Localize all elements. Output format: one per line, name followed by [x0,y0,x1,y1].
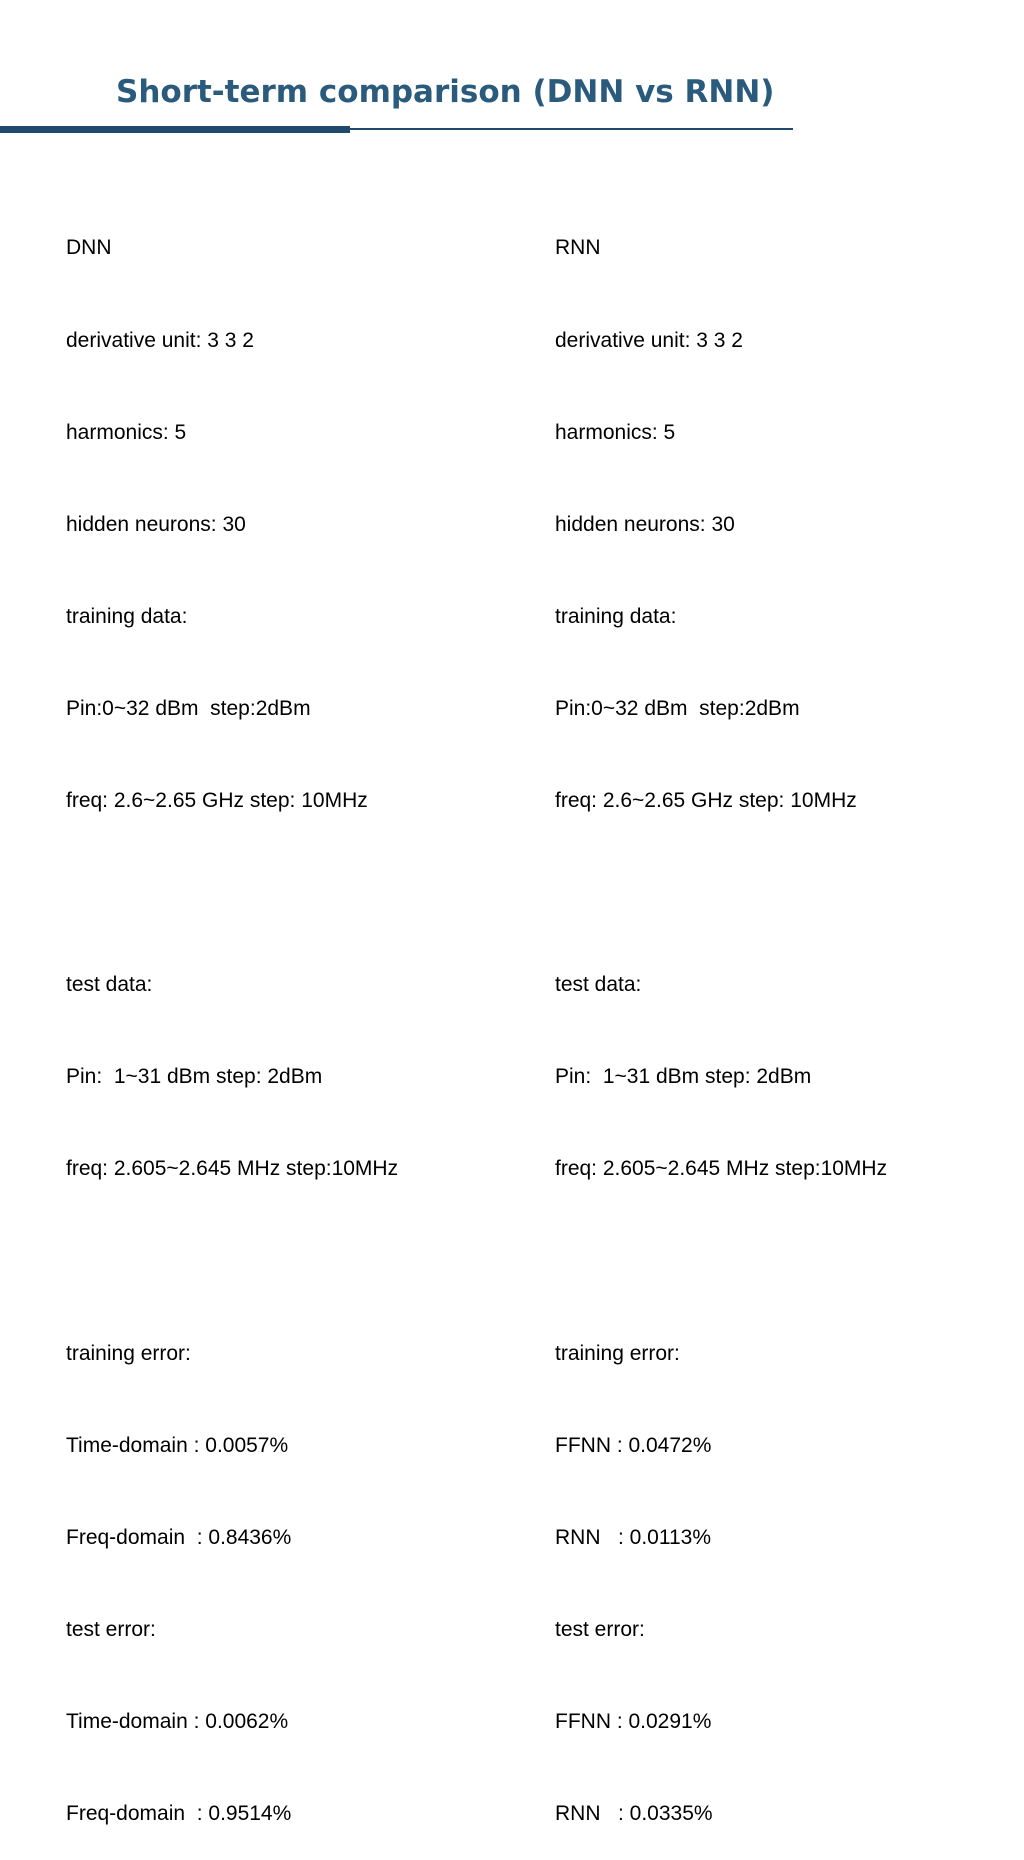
rnn-line: hidden neurons: 30 [555,512,735,536]
rnn-line: derivative unit: 3 3 2 [555,328,743,352]
dnn-line: derivative unit: 3 3 2 [66,328,254,352]
rnn-line: test error: [555,1617,645,1641]
dnn-line: hidden neurons: 30 [66,512,246,536]
rnn-line: freq: 2.605~2.645 MHz step:10MHz [555,1157,888,1181]
dnn-line: DNN [66,236,112,260]
dnn-line: Time-domain : 0.0062% [66,1709,289,1733]
dnn-line: Time-domain : 0.0057% [66,1433,289,1457]
dnn-column [66,172,398,1860]
dnn-line: Freq-domain : 0.9514% [66,1802,292,1825]
title-underline-thin [350,128,793,130]
dnn-line: training data: [66,604,188,628]
rnn-line: Pin:0~32 dBm step:2dBm [555,696,800,720]
rnn-line: Pin: 1~31 dBm step: 2dBm [555,1065,812,1089]
dnn-line: Pin:0~32 dBm step:2dBm [66,696,311,720]
rnn-line: freq: 2.6~2.65 GHz step: 10MHz [555,788,857,812]
rnn-line: training error: [555,1341,680,1365]
slide-title: Short-term comparison (DNN vs RNN) [116,74,775,110]
rnn-line: harmonics: 5 [555,420,676,444]
dnn-line: training error: [66,1341,191,1365]
rnn-line [555,878,887,909]
rnn-line: test data: [555,973,642,997]
dnn-line [66,878,398,909]
dnn-line: test data: [66,973,153,997]
rnn-line: FFNN : 0.0472% [555,1433,712,1457]
dnn-line: freq: 2.605~2.645 MHz step:10MHz [66,1157,399,1181]
dnn-line: test error: [66,1617,156,1641]
rnn-line: RNN : 0.0113% [555,1525,712,1549]
rnn-column [555,172,887,1860]
dnn-line: freq: 2.6~2.65 GHz step: 10MHz [66,788,368,812]
dnn-line [66,1246,398,1277]
dnn-line: Freq-domain : 0.8436% [66,1525,292,1549]
title-underline-thick [0,126,350,133]
rnn-line: RNN [555,236,601,260]
dnn-line: Pin: 1~31 dBm step: 2dBm [66,1065,323,1089]
dnn-line: harmonics: 5 [66,420,187,444]
rnn-line: training data: [555,604,677,628]
rnn-line: FFNN : 0.0291% [555,1709,712,1733]
rnn-line: RNN : 0.0335% [555,1802,713,1825]
rnn-line [555,1246,887,1277]
